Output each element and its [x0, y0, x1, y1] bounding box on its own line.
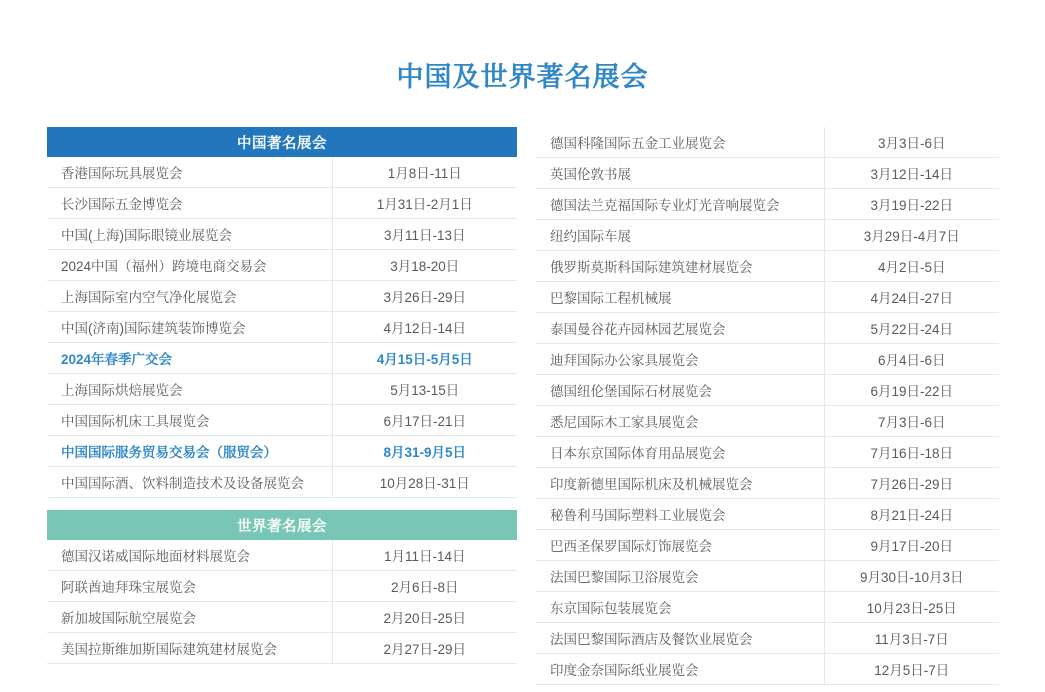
exhibition-date: 4月15日-5月5日 — [332, 343, 517, 374]
china-exhibitions-table — [47, 127, 517, 498]
exhibition-date: 11月3日-7日 — [824, 623, 999, 654]
exhibition-date: 5月22日-24日 — [824, 313, 999, 344]
exhibition-date: 3月11日-13日 — [332, 219, 517, 250]
exhibition-date: 6月19日-22日 — [824, 375, 999, 406]
exhibition-date: 3月18-20日 — [332, 250, 517, 281]
exhibition-date: 12月5日-7日 — [824, 654, 999, 685]
table-row — [536, 127, 999, 158]
table-row — [47, 571, 517, 602]
exhibition-date: 3月19日-22日 — [824, 189, 999, 220]
exhibition-name: 2024中国（福州）跨境电商交易会 — [47, 250, 332, 281]
exhibition-name: 德国法兰克福国际专业灯光音响展览会 — [536, 189, 824, 220]
exhibition-date: 9月30日-10月3日 — [824, 561, 999, 592]
exhibition-date: 10月23日-25日 — [824, 592, 999, 623]
exhibition-date: 7月26日-29日 — [824, 468, 999, 499]
exhibition-date: 3月3日-6日 — [824, 127, 999, 158]
exhibition-date: 6月17日-21日 — [332, 405, 517, 436]
table-row — [536, 437, 999, 468]
table-row — [47, 467, 517, 498]
exhibition-name: 泰国曼谷花卉园林园艺展览会 — [536, 313, 824, 344]
exhibition-date: 1月11日-14日 — [332, 540, 517, 571]
table-row — [536, 282, 999, 313]
exhibition-date: 7月16日-18日 — [824, 437, 999, 468]
table-row — [536, 220, 999, 251]
exhibition-date: 2月20日-25日 — [332, 602, 517, 633]
table-row — [47, 540, 517, 571]
exhibition-date: 7月3日-6日 — [824, 406, 999, 437]
table-row — [47, 602, 517, 633]
exhibition-name: 新加坡国际航空展览会 — [47, 602, 332, 633]
table-row — [536, 158, 999, 189]
table-row — [47, 219, 517, 250]
table-row — [47, 250, 517, 281]
exhibition-name: 悉尼国际木工家具展览会 — [536, 406, 824, 437]
exhibition-name: 日本东京国际体育用品展览会 — [536, 437, 824, 468]
exhibition-name: 东京国际包装展览会 — [536, 592, 824, 623]
exhibition-name: 长沙国际五金博览会 — [47, 188, 332, 219]
exhibition-date: 1月8日-11日 — [332, 157, 517, 188]
exhibition-name: 中国国际机床工具展览会 — [47, 405, 332, 436]
world-continued-table-body — [536, 127, 999, 685]
table-row — [536, 623, 999, 654]
exhibition-name: 中国国际服务贸易交易会（服贸会） — [47, 436, 332, 467]
exhibition-name: 法国巴黎国际卫浴展览会 — [536, 561, 824, 592]
table-row — [47, 281, 517, 312]
exhibition-date: 9月17日-20日 — [824, 530, 999, 561]
exhibition-name: 上海国际室内空气净化展览会 — [47, 281, 332, 312]
exhibition-date: 4月12日-14日 — [332, 312, 517, 343]
china-table-header-label: 中国著名展会 — [47, 127, 517, 157]
table-row — [536, 406, 999, 437]
table-row — [536, 499, 999, 530]
exhibition-name: 德国纽伦堡国际石材展览会 — [536, 375, 824, 406]
exhibition-date: 8月31-9月5日 — [332, 436, 517, 467]
exhibition-name: 俄罗斯莫斯科国际建筑建材展览会 — [536, 251, 824, 282]
table-row — [536, 561, 999, 592]
world-exhibitions-table — [47, 510, 517, 664]
exhibition-date: 1月31日-2月1日 — [332, 188, 517, 219]
table-row — [47, 343, 517, 374]
exhibition-date: 2月6日-8日 — [332, 571, 517, 602]
table-row — [536, 530, 999, 561]
exhibition-name: 纽约国际车展 — [536, 220, 824, 251]
table-row — [47, 405, 517, 436]
exhibition-name: 美国拉斯维加斯国际建筑建材展览会 — [47, 633, 332, 664]
exhibition-name: 阿联酋迪拜珠宝展览会 — [47, 571, 332, 602]
table-row — [536, 189, 999, 220]
china-table-body — [47, 127, 517, 498]
exhibition-date: 3月29日-4月7日 — [824, 220, 999, 251]
table-row — [536, 251, 999, 282]
exhibition-date: 2月27日-29日 — [332, 633, 517, 664]
china-table-header-row — [47, 127, 517, 157]
table-row — [536, 344, 999, 375]
exhibition-name: 2024年春季广交会 — [47, 343, 332, 374]
exhibition-name: 印度金奈国际纸业展览会 — [536, 654, 824, 685]
page-title: 中国及世界著名展会 — [396, 62, 649, 92]
exhibition-date: 10月28日-31日 — [332, 467, 517, 498]
table-row — [47, 374, 517, 405]
table-row — [536, 375, 999, 406]
exhibition-name: 上海国际烘焙展览会 — [47, 374, 332, 405]
exhibition-name: 德国汉诺威国际地面材料展览会 — [47, 540, 332, 571]
exhibition-name: 中国(上海)国际眼镜业展览会 — [47, 219, 332, 250]
exhibition-name: 中国(济南)国际建筑装饰博览会 — [47, 312, 332, 343]
world-table-header-row — [47, 510, 517, 540]
exhibition-date: 5月13-15日 — [332, 374, 517, 405]
exhibition-name: 巴黎国际工程机械展 — [536, 282, 824, 313]
exhibition-date: 8月21日-24日 — [824, 499, 999, 530]
table-row — [47, 436, 517, 467]
exhibition-name: 迪拜国际办公家具展览会 — [536, 344, 824, 375]
exhibition-name: 香港国际玩具展览会 — [47, 157, 332, 188]
world-exhibitions-table-continued — [536, 127, 999, 685]
exhibition-date: 6月4日-6日 — [824, 344, 999, 375]
table-row — [47, 633, 517, 664]
exhibition-name: 法国巴黎国际酒店及餐饮业展览会 — [536, 623, 824, 654]
table-row — [47, 157, 517, 188]
table-row — [536, 313, 999, 344]
exhibition-name: 德国科隆国际五金工业展览会 — [536, 127, 824, 158]
world-table-header-label: 世界著名展会 — [47, 510, 517, 540]
exhibition-name: 巴西圣保罗国际灯饰展览会 — [536, 530, 824, 561]
exhibition-name: 英国伦敦书展 — [536, 158, 824, 189]
table-row — [536, 592, 999, 623]
exhibition-date: 3月26日-29日 — [332, 281, 517, 312]
exhibition-date: 4月2日-5日 — [824, 251, 999, 282]
table-row — [47, 312, 517, 343]
exhibition-name: 印度新德里国际机床及机械展览会 — [536, 468, 824, 499]
exhibition-name: 秘鲁利马国际塑料工业展览会 — [536, 499, 824, 530]
exhibition-name: 中国国际酒、饮料制造技术及设备展览会 — [47, 467, 332, 498]
table-row — [536, 468, 999, 499]
table-row — [47, 188, 517, 219]
exhibition-date: 4月24日-27日 — [824, 282, 999, 313]
exhibition-date: 3月12日-14日 — [824, 158, 999, 189]
world-table-body — [47, 510, 517, 664]
table-row — [536, 654, 999, 685]
